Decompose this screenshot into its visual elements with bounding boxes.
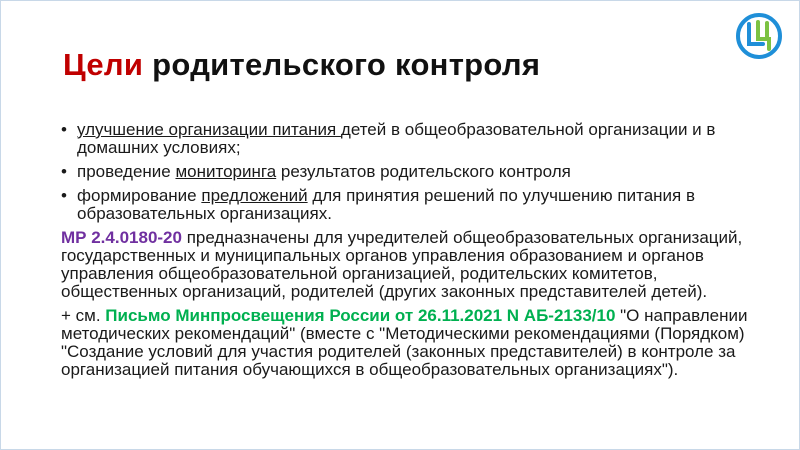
underlined-text: мониторинга — [175, 162, 277, 181]
goals-list — [61, 121, 761, 223]
paragraph-text: предназначены для учредителей общеобразовательных организаций, государственных и муниципальных органов управления образованием и органов управления общеобразовательной организацией, родительских комитетов, общественных организаций, родителей (других законных представителей детей). — [61, 228, 743, 301]
list-item — [61, 121, 761, 157]
letter-paragraph — [61, 307, 761, 379]
title-accent: Цели — [63, 47, 144, 82]
underlined-text: предложений — [201, 186, 308, 205]
guidelines-paragraph — [61, 229, 761, 301]
item-text: результатов родительского контроля — [276, 162, 571, 181]
slide-body — [61, 121, 761, 385]
page-title — [63, 47, 540, 83]
list-item — [61, 163, 761, 181]
item-text: проведение — [77, 162, 176, 181]
paragraph-prefix: + см. — [61, 306, 106, 325]
item-text: формирование — [77, 186, 202, 205]
item-text: детей в общеобразовательной организации и в домашних условиях; — [77, 120, 716, 157]
item-text: для принятия решений по улучшению питания в образовательных организациях. — [77, 186, 695, 223]
letter-reference: Письмо Минпросвещения России от 26.11.2021 N АБ-2133/10 — [105, 306, 616, 325]
underlined-text: улучшение организации питания — [77, 120, 341, 139]
guidelines-reference: МР 2.4.0180-20 — [61, 228, 182, 247]
title-rest: родительского контроля — [143, 47, 541, 82]
organization-logo-icon — [734, 11, 784, 61]
list-item — [61, 187, 761, 223]
paragraph-text: "О направлении методических рекомендаций" (вместе с "Методическими рекомендациями (Порядком) "Создание условий для участия родителей (законных представителей) в контроле за организацией питания обучающихся в общеобразовательных организациях"). — [61, 306, 748, 379]
